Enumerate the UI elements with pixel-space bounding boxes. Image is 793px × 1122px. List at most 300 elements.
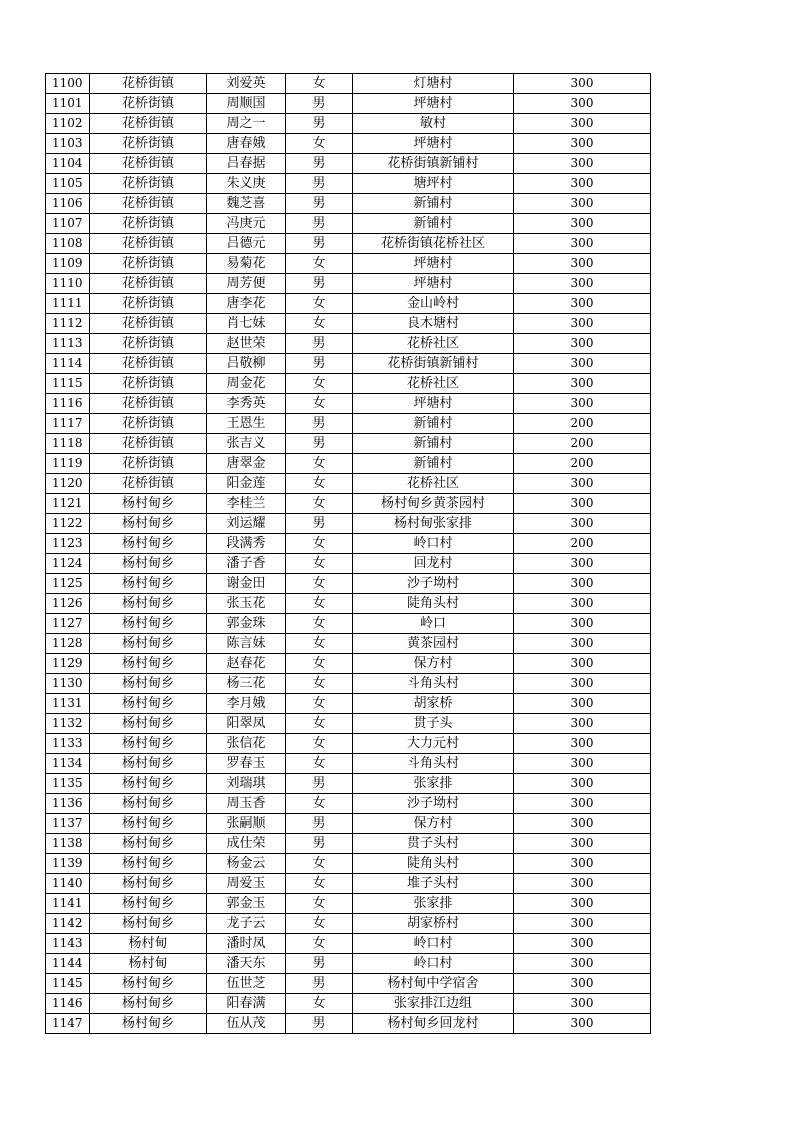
gender-cell: 女: [286, 674, 353, 694]
name-cell: 伍世芝: [207, 974, 286, 994]
village-cell: 岭口村: [353, 934, 514, 954]
gender-cell: 男: [286, 1014, 353, 1034]
gender-cell: 女: [286, 534, 353, 554]
town-cell: 杨村甸乡: [90, 694, 207, 714]
village-cell: 沙子坳村: [353, 574, 514, 594]
name-cell: 李桂兰: [207, 494, 286, 514]
row-number-cell: 1125: [46, 574, 90, 594]
row-number-cell: 1130: [46, 674, 90, 694]
gender-cell: 女: [286, 474, 353, 494]
town-cell: 花桥街镇: [90, 114, 207, 134]
table-row: [46, 794, 651, 814]
town-cell: 杨村甸乡: [90, 634, 207, 654]
row-number-cell: 1129: [46, 654, 90, 674]
name-cell: 刘爱英: [207, 74, 286, 94]
gender-cell: 男: [286, 774, 353, 794]
town-cell: 杨村甸乡: [90, 1014, 207, 1034]
row-number-cell: 1132: [46, 714, 90, 734]
row-number-cell: 1101: [46, 94, 90, 114]
village-cell: 斗角头村: [353, 674, 514, 694]
table-row: [46, 114, 651, 134]
town-cell: 杨村甸乡: [90, 534, 207, 554]
gender-cell: 男: [286, 334, 353, 354]
amount-cell: 300: [514, 694, 651, 714]
table-row: [46, 834, 651, 854]
table-row: [46, 254, 651, 274]
name-cell: 成仕荣: [207, 834, 286, 854]
row-number-cell: 1136: [46, 794, 90, 814]
table-row: [46, 414, 651, 434]
gender-cell: 男: [286, 954, 353, 974]
village-cell: 回龙村: [353, 554, 514, 574]
amount-cell: 300: [514, 254, 651, 274]
name-cell: 吕德元: [207, 234, 286, 254]
village-cell: 张家排: [353, 774, 514, 794]
row-number-cell: 1133: [46, 734, 90, 754]
gender-cell: 男: [286, 414, 353, 434]
town-cell: 花桥街镇: [90, 314, 207, 334]
amount-cell: 300: [514, 154, 651, 174]
name-cell: 周顺国: [207, 94, 286, 114]
village-cell: 杨村甸中学宿舍: [353, 974, 514, 994]
village-cell: 杨村甸乡回龙村: [353, 1014, 514, 1034]
table-row: [46, 654, 651, 674]
row-number-cell: 1137: [46, 814, 90, 834]
village-cell: 灯塘村: [353, 74, 514, 94]
village-cell: 堆子头村: [353, 874, 514, 894]
amount-cell: 300: [514, 834, 651, 854]
name-cell: 唐春娥: [207, 134, 286, 154]
row-number-cell: 1106: [46, 194, 90, 214]
amount-cell: 300: [514, 734, 651, 754]
name-cell: 周之一: [207, 114, 286, 134]
town-cell: 杨村甸乡: [90, 794, 207, 814]
table-row: [46, 594, 651, 614]
row-number-cell: 1103: [46, 134, 90, 154]
village-cell: 敏村: [353, 114, 514, 134]
table-row: [46, 694, 651, 714]
row-number-cell: 1145: [46, 974, 90, 994]
table-row: [46, 894, 651, 914]
amount-cell: 300: [514, 714, 651, 734]
gender-cell: 男: [286, 974, 353, 994]
town-cell: 花桥街镇: [90, 414, 207, 434]
row-number-cell: 1113: [46, 334, 90, 354]
row-number-cell: 1139: [46, 854, 90, 874]
amount-cell: 300: [514, 234, 651, 254]
town-cell: 花桥街镇: [90, 74, 207, 94]
table-row: [46, 554, 651, 574]
gender-cell: 女: [286, 454, 353, 474]
row-number-cell: 1138: [46, 834, 90, 854]
table-row: [46, 394, 651, 414]
village-cell: 新铺村: [353, 414, 514, 434]
row-number-cell: 1147: [46, 1014, 90, 1034]
town-cell: 杨村甸: [90, 934, 207, 954]
table-row: [46, 234, 651, 254]
gender-cell: 男: [286, 174, 353, 194]
amount-cell: 300: [514, 794, 651, 814]
town-cell: 杨村甸乡: [90, 614, 207, 634]
town-cell: 杨村甸乡: [90, 674, 207, 694]
gender-cell: 女: [286, 714, 353, 734]
row-number-cell: 1118: [46, 434, 90, 454]
amount-cell: 300: [514, 1014, 651, 1034]
village-cell: 保方村: [353, 654, 514, 674]
village-cell: 保方村: [353, 814, 514, 834]
row-number-cell: 1123: [46, 534, 90, 554]
town-cell: 杨村甸乡: [90, 834, 207, 854]
gender-cell: 女: [286, 614, 353, 634]
table-row: [46, 334, 651, 354]
village-cell: 花桥街镇花桥社区: [353, 234, 514, 254]
amount-cell: 300: [514, 774, 651, 794]
table-row: [46, 374, 651, 394]
town-cell: 花桥街镇: [90, 374, 207, 394]
table-row: [46, 134, 651, 154]
town-cell: 杨村甸乡: [90, 514, 207, 534]
gender-cell: 男: [286, 434, 353, 454]
village-cell: 新铺村: [353, 434, 514, 454]
name-cell: 郭金玉: [207, 894, 286, 914]
name-cell: 阳翠凤: [207, 714, 286, 734]
name-cell: 龙子云: [207, 914, 286, 934]
village-cell: 新铺村: [353, 194, 514, 214]
row-number-cell: 1117: [46, 414, 90, 434]
table-row: [46, 534, 651, 554]
village-cell: 坪塘村: [353, 134, 514, 154]
amount-cell: 300: [514, 654, 651, 674]
row-number-cell: 1114: [46, 354, 90, 374]
gender-cell: 女: [286, 554, 353, 574]
gender-cell: 女: [286, 494, 353, 514]
name-cell: 肖七妹: [207, 314, 286, 334]
table-row: [46, 934, 651, 954]
table-row: [46, 914, 651, 934]
name-cell: 唐李花: [207, 294, 286, 314]
table-row: [46, 734, 651, 754]
town-cell: 杨村甸乡: [90, 814, 207, 834]
amount-cell: 300: [514, 934, 651, 954]
gender-cell: 男: [286, 114, 353, 134]
village-cell: 岭口: [353, 614, 514, 634]
amount-cell: 300: [514, 914, 651, 934]
name-cell: 唐翠金: [207, 454, 286, 474]
amount-cell: 300: [514, 494, 651, 514]
row-number-cell: 1105: [46, 174, 90, 194]
village-cell: 大力元村: [353, 734, 514, 754]
row-number-cell: 1135: [46, 774, 90, 794]
gender-cell: 男: [286, 354, 353, 374]
amount-cell: 300: [514, 74, 651, 94]
gender-cell: 女: [286, 394, 353, 414]
name-cell: 李秀英: [207, 394, 286, 414]
village-cell: 花桥街镇新铺村: [353, 154, 514, 174]
name-cell: 周玉香: [207, 794, 286, 814]
town-cell: 杨村甸乡: [90, 714, 207, 734]
town-cell: 杨村甸乡: [90, 894, 207, 914]
table-row: [46, 474, 651, 494]
gender-cell: 女: [286, 134, 353, 154]
town-cell: 花桥街镇: [90, 394, 207, 414]
row-number-cell: 1110: [46, 274, 90, 294]
row-number-cell: 1146: [46, 994, 90, 1014]
name-cell: 谢金田: [207, 574, 286, 594]
town-cell: 花桥街镇: [90, 94, 207, 114]
name-cell: 刘运耀: [207, 514, 286, 534]
town-cell: 杨村甸乡: [90, 554, 207, 574]
row-number-cell: 1109: [46, 254, 90, 274]
table-row: [46, 714, 651, 734]
row-number-cell: 1127: [46, 614, 90, 634]
town-cell: 花桥街镇: [90, 174, 207, 194]
row-number-cell: 1131: [46, 694, 90, 714]
table-row: [46, 194, 651, 214]
row-number-cell: 1116: [46, 394, 90, 414]
town-cell: 花桥街镇: [90, 154, 207, 174]
village-cell: 陡角头村: [353, 854, 514, 874]
amount-cell: 300: [514, 334, 651, 354]
gender-cell: 男: [286, 94, 353, 114]
gender-cell: 女: [286, 654, 353, 674]
village-cell: 陡角头村: [353, 594, 514, 614]
gender-cell: 女: [286, 314, 353, 334]
gender-cell: 男: [286, 514, 353, 534]
row-number-cell: 1107: [46, 214, 90, 234]
row-number-cell: 1141: [46, 894, 90, 914]
village-cell: 金山岭村: [353, 294, 514, 314]
table-row: [46, 294, 651, 314]
table-row: [46, 854, 651, 874]
table-row: [46, 974, 651, 994]
town-cell: 花桥街镇: [90, 354, 207, 374]
name-cell: 阳春满: [207, 994, 286, 1014]
village-cell: 花桥社区: [353, 334, 514, 354]
table-row: [46, 574, 651, 594]
name-cell: 潘时凤: [207, 934, 286, 954]
table-row: [46, 614, 651, 634]
village-cell: 沙子坳村: [353, 794, 514, 814]
table-row: [46, 954, 651, 974]
amount-cell: 300: [514, 634, 651, 654]
row-number-cell: 1115: [46, 374, 90, 394]
name-cell: 张嗣顺: [207, 814, 286, 834]
amount-cell: 300: [514, 814, 651, 834]
village-cell: 杨村甸张家排: [353, 514, 514, 534]
amount-cell: 300: [514, 554, 651, 574]
name-cell: 张玉花: [207, 594, 286, 614]
town-cell: 杨村甸乡: [90, 594, 207, 614]
village-cell: 花桥社区: [353, 474, 514, 494]
gender-cell: 女: [286, 634, 353, 654]
gender-cell: 男: [286, 234, 353, 254]
table-row: [46, 94, 651, 114]
village-cell: 胡家桥村: [353, 914, 514, 934]
table-row: [46, 154, 651, 174]
amount-cell: 300: [514, 294, 651, 314]
table-row: [46, 814, 651, 834]
gender-cell: 男: [286, 274, 353, 294]
amount-cell: 200: [514, 534, 651, 554]
row-number-cell: 1119: [46, 454, 90, 474]
gender-cell: 男: [286, 814, 353, 834]
table-row: [46, 314, 651, 334]
amount-cell: 200: [514, 434, 651, 454]
amount-cell: 300: [514, 374, 651, 394]
town-cell: 杨村甸乡: [90, 654, 207, 674]
village-cell: 坪塘村: [353, 274, 514, 294]
row-number-cell: 1121: [46, 494, 90, 514]
town-cell: 杨村甸乡: [90, 974, 207, 994]
gender-cell: 女: [286, 374, 353, 394]
amount-cell: 300: [514, 754, 651, 774]
row-number-cell: 1140: [46, 874, 90, 894]
row-number-cell: 1112: [46, 314, 90, 334]
table-row: [46, 634, 651, 654]
amount-cell: 300: [514, 574, 651, 594]
table-row: [46, 214, 651, 234]
name-cell: 段满秀: [207, 534, 286, 554]
amount-cell: 300: [514, 514, 651, 534]
amount-cell: 300: [514, 854, 651, 874]
town-cell: 杨村甸乡: [90, 494, 207, 514]
name-cell: 罗春玉: [207, 754, 286, 774]
name-cell: 阳金莲: [207, 474, 286, 494]
amount-cell: 300: [514, 674, 651, 694]
amount-cell: 300: [514, 974, 651, 994]
table-row: [46, 354, 651, 374]
village-cell: 杨村甸乡黄茶园村: [353, 494, 514, 514]
town-cell: 杨村甸乡: [90, 774, 207, 794]
name-cell: 杨金云: [207, 854, 286, 874]
name-cell: 冯庚元: [207, 214, 286, 234]
amount-cell: 300: [514, 614, 651, 634]
amount-cell: 300: [514, 354, 651, 374]
village-cell: 坪塘村: [353, 394, 514, 414]
name-cell: 赵世荣: [207, 334, 286, 354]
amount-cell: 300: [514, 474, 651, 494]
amount-cell: 300: [514, 594, 651, 614]
name-cell: 周金花: [207, 374, 286, 394]
gender-cell: 女: [286, 874, 353, 894]
row-number-cell: 1104: [46, 154, 90, 174]
table-row: [46, 74, 651, 94]
name-cell: 张吉义: [207, 434, 286, 454]
name-cell: 吕敬柳: [207, 354, 286, 374]
village-cell: 张家排: [353, 894, 514, 914]
town-cell: 杨村甸乡: [90, 874, 207, 894]
name-cell: 魏芝喜: [207, 194, 286, 214]
row-number-cell: 1128: [46, 634, 90, 654]
gender-cell: 男: [286, 154, 353, 174]
town-cell: 杨村甸乡: [90, 914, 207, 934]
amount-cell: 300: [514, 394, 651, 414]
table-row: [46, 1014, 651, 1034]
row-number-cell: 1126: [46, 594, 90, 614]
amount-cell: 300: [514, 134, 651, 154]
town-cell: 花桥街镇: [90, 254, 207, 274]
amount-cell: 300: [514, 214, 651, 234]
name-cell: 张信花: [207, 734, 286, 754]
gender-cell: 女: [286, 254, 353, 274]
village-cell: 新铺村: [353, 214, 514, 234]
gender-cell: 女: [286, 794, 353, 814]
amount-cell: 200: [514, 414, 651, 434]
village-cell: 贯子头村: [353, 834, 514, 854]
gender-cell: 女: [286, 574, 353, 594]
village-cell: 岭口村: [353, 954, 514, 974]
village-cell: 张家排江边组: [353, 994, 514, 1014]
table-row: [46, 514, 651, 534]
gender-cell: 男: [286, 194, 353, 214]
table-row: [46, 454, 651, 474]
town-cell: 杨村甸乡: [90, 754, 207, 774]
town-cell: 花桥街镇: [90, 134, 207, 154]
village-cell: 坪塘村: [353, 254, 514, 274]
gender-cell: 女: [286, 294, 353, 314]
gender-cell: 女: [286, 74, 353, 94]
village-cell: 新铺村: [353, 454, 514, 474]
amount-cell: 300: [514, 874, 651, 894]
name-cell: 郭金珠: [207, 614, 286, 634]
name-cell: 刘瑞琪: [207, 774, 286, 794]
village-cell: 花桥社区: [353, 374, 514, 394]
village-cell: 黄茶园村: [353, 634, 514, 654]
row-number-cell: 1100: [46, 74, 90, 94]
gender-cell: 女: [286, 934, 353, 954]
village-cell: 斗角头村: [353, 754, 514, 774]
gender-cell: 女: [286, 894, 353, 914]
town-cell: 花桥街镇: [90, 334, 207, 354]
town-cell: 花桥街镇: [90, 454, 207, 474]
table-row: [46, 494, 651, 514]
gender-cell: 女: [286, 854, 353, 874]
gender-cell: 女: [286, 734, 353, 754]
gender-cell: 女: [286, 754, 353, 774]
town-cell: 杨村甸: [90, 954, 207, 974]
name-cell: 杨三花: [207, 674, 286, 694]
row-number-cell: 1134: [46, 754, 90, 774]
amount-cell: 300: [514, 954, 651, 974]
row-number-cell: 1142: [46, 914, 90, 934]
town-cell: 杨村甸乡: [90, 994, 207, 1014]
town-cell: 花桥街镇: [90, 294, 207, 314]
town-cell: 杨村甸乡: [90, 574, 207, 594]
table-row: [46, 274, 651, 294]
amount-cell: 300: [514, 314, 651, 334]
row-number-cell: 1144: [46, 954, 90, 974]
town-cell: 杨村甸乡: [90, 734, 207, 754]
town-cell: 花桥街镇: [90, 434, 207, 454]
village-cell: 塘坪村: [353, 174, 514, 194]
name-cell: 朱义庚: [207, 174, 286, 194]
amount-cell: 300: [514, 274, 651, 294]
town-cell: 花桥街镇: [90, 274, 207, 294]
town-cell: 杨村甸乡: [90, 854, 207, 874]
name-cell: 易菊花: [207, 254, 286, 274]
gender-cell: 女: [286, 914, 353, 934]
row-number-cell: 1122: [46, 514, 90, 534]
row-number-cell: 1108: [46, 234, 90, 254]
amount-cell: 300: [514, 194, 651, 214]
village-cell: 岭口村: [353, 534, 514, 554]
amount-cell: 300: [514, 994, 651, 1014]
table-row: [46, 754, 651, 774]
village-cell: 良木塘村: [353, 314, 514, 334]
town-cell: 花桥街镇: [90, 214, 207, 234]
row-number-cell: 1102: [46, 114, 90, 134]
amount-cell: 300: [514, 894, 651, 914]
